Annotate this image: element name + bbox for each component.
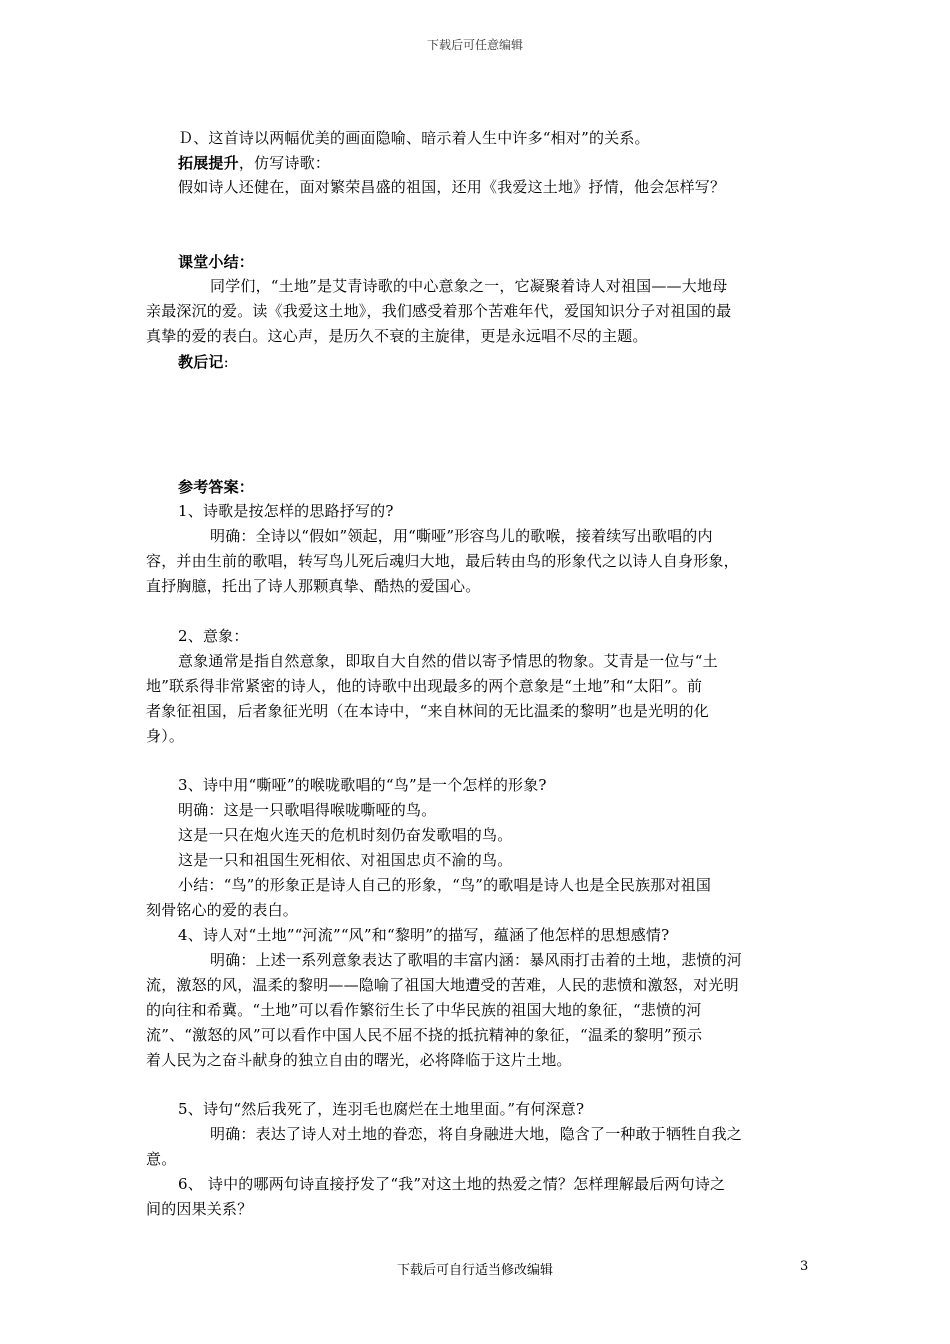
answer-4-line-3: 的向往和希冀。“土地”可以看作繁衍生长了中华民族的祖国大地的象征，“悲愤的河 (146, 1001, 702, 1019)
summary-text-1: 同学们，“土地”是艾青诗歌的中心意象之一，它凝聚着诗人对祖国——大地母 (210, 277, 728, 295)
question-1: 1、诗歌是按怎样的思路抒写的? (178, 502, 394, 520)
answer-3-line-3: 这是一只和祖国生死相依、对祖国忠贞不渝的鸟。 (178, 851, 513, 869)
answer-2-line-3: 者象征祖国，后者象征光明（在本诗中，“来自林间的无比温柔的黎明”也是光明的化 (146, 702, 709, 720)
answer-2-line-4: 身）。 (146, 727, 185, 745)
option-d: Ｄ、这首诗以两幅优美的画面隐喻、暗示着人生中许多“相对”的关系。 (178, 129, 650, 147)
notes-heading: 教后记 (178, 353, 224, 371)
summary-text-2: 亲最深沉的爱。读《我爱这土地》，我们感受着那个苦难年代，爱国知识分子对祖国的最 (146, 302, 732, 320)
question-2: 2、意象： (178, 627, 249, 645)
answer-2-line-2: 地”联系得非常紧密的诗人，他的诗歌中出现最多的两个意象是“土地”和“太阳”。前 (146, 677, 703, 695)
answer-3-summary-1: 小结：“鸟”的形象正是诗人自己的形象，“鸟”的歌唱是诗人也是全民族那对祖国 (178, 876, 712, 894)
answer-4-line-4: 流”、“激怒的风”可以看作中国人民不屈不挠的抵抗精神的象征，“温柔的黎明”预示 (146, 1026, 703, 1044)
question-6-line-2: 间的因果关系？ (146, 1200, 253, 1218)
answer-3-summary-2: 刻骨铭心的爱的表白。 (146, 901, 299, 919)
after-class-notes (178, 352, 846, 372)
answer-1-line-2: 容，并由生前的歌唱，转写鸟儿死后魂归大地，最后转由鸟的形象代之以诗人自身形象， (146, 552, 739, 570)
answer-5-line-2: 意。 (146, 1150, 177, 1168)
extension-heading: 拓展提升 (178, 154, 239, 172)
answer-1-line-3: 直抒胸臆，托出了诗人那颗真挚、酷热的爱国心。 (146, 577, 481, 595)
section-extension (178, 153, 846, 173)
answer-3-line-2: 这是一只在炮火连天的危机时刻仍奋发歌唱的鸟。 (178, 826, 513, 844)
notes-colon: : (223, 353, 229, 371)
answer-4-line-1: 明确：上述一系列意象表达了歌唱的丰富内涵：暴风雨打击着的土地，悲愤的河 (210, 951, 743, 969)
question-6-line-1: 6、 诗中的哪两句诗直接抒发了“我”对这土地的热爱之情？怎样理解最后两句诗之 (178, 1175, 726, 1193)
page-footer: 下载后可自行适当修改编辑 (396, 1263, 553, 1278)
answers-heading: 参考答案： (178, 478, 255, 496)
question-3: 3、诗中用“嘶哑”的喉咙歌唱的“鸟”是一个怎样的形象? (178, 776, 547, 794)
question-5: 5、诗句“然后我死了，连羽毛也腐烂在土地里面。”有何深意? (178, 1100, 585, 1118)
extension-question: 假如诗人还健在，面对繁荣昌盛的祖国，还用《我爱这土地》抒情，他会怎样写？ (178, 178, 726, 196)
answer-4-line-2: 流，激怒的风，温柔的黎明——隐喻了祖国大地遭受的苦难，人民的悲愤和激怒，对光明 (146, 976, 739, 994)
answer-1-line-1: 明确：全诗以“假如”领起，用“嘶哑”形容鸟儿的歌喉，接着续写出歌唱的内 (210, 527, 713, 545)
summary-heading: 课堂小结： (178, 253, 255, 271)
answer-5-line-1: 明确：表达了诗人对土地的眷恋，将自身融进大地，隐含了一种敢于牺牲自我之 (210, 1125, 743, 1143)
summary-text-3: 真挚的爱的表白。这心声，是历久不衰的主旋律，更是永远唱不尽的主题。 (146, 327, 648, 345)
answer-3-line-1: 明确：这是一只歌唱得喉咙嘶哑的鸟。 (178, 801, 437, 819)
answer-2-line-1: 意象通常是指自然意象，即取自大自然的借以寄予情思的物象。艾青是一位与“土 (178, 652, 718, 670)
page-header: 下载后可任意编辑 (426, 38, 523, 52)
extension-instruction: ，仿写诗歌： (238, 154, 331, 172)
question-4: 4、诗人对“土地”“河流”“风”和“黎明”的描写，蕴涵了他怎样的思想感情? (178, 926, 670, 944)
answer-4-line-5: 着人民为之奋斗献身的独立自由的曙光，必将降临于这片土地。 (146, 1051, 572, 1069)
page-number: 3 (800, 1259, 809, 1274)
